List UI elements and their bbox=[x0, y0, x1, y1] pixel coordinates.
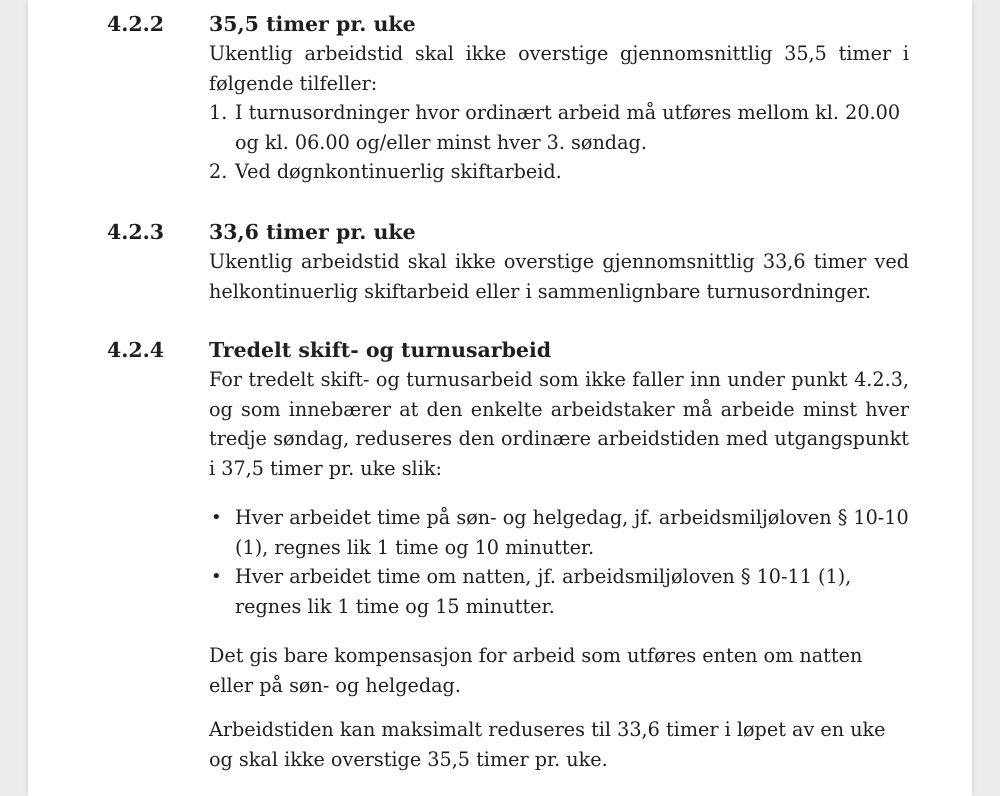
list-item-text: I turnusordninger hvor ordinært arbeid må utføres mellom kl. 20.00 og kl. 06.00 og/eller minst hver 3. søndag. bbox=[235, 101, 901, 154]
list-item bbox=[209, 503, 909, 562]
section-intro: For tredelt skift- og turnusarbeid som ikke faller inn under punkt 4.2.3, og som innebærer at den enkelte arbeidstaker må arbeide minst hver tredje søndag, reduseres den ordinære arbeidstiden med utgangspunkt i 37,5 timer pr. uke slik: bbox=[209, 368, 909, 480]
section-number: 4.2.2 bbox=[107, 12, 165, 36]
document-page bbox=[28, 0, 972, 796]
list-item-text: Ved døgnkontinuerlig skiftarbeid. bbox=[235, 160, 562, 183]
list-marker: 1. bbox=[209, 101, 228, 124]
paragraph: Det gis bare kompensasjon for arbeid som utføres enten om natten eller på søn- og helgedag. bbox=[209, 644, 863, 697]
bullet-icon: • bbox=[211, 507, 222, 528]
numbered-list bbox=[209, 98, 909, 187]
section-intro: Ukentlig arbeidstid skal ikke overstige gjennomsnittlig 35,5 timer i følgende tilfeller: bbox=[209, 42, 909, 95]
paragraph: Arbeidstiden kan maksimalt reduseres til 33,6 timer i løpet av en uke og skal ikke overstige 35,5 timer pr. uke. bbox=[209, 718, 886, 771]
list-item bbox=[209, 562, 909, 621]
section-title: 35,5 timer pr. uke bbox=[209, 12, 416, 36]
section-number: 4.2.3 bbox=[107, 220, 165, 244]
list-item-text: Hver arbeidet time på søn- og helgedag, jf. arbeidsmiljøloven § 10-10 (1), regnes lik 1 time og 10 minutter. bbox=[235, 506, 909, 559]
list-item-text: Hver arbeidet time om natten, jf. arbeidsmiljøloven § 10-11 (1), regnes lik 1 time og 15 minutter. bbox=[235, 565, 852, 618]
list-item bbox=[209, 157, 909, 187]
bullet-list bbox=[209, 503, 909, 621]
list-marker: 2. bbox=[209, 160, 228, 183]
section-intro: Ukentlig arbeidstid skal ikke overstige gjennomsnittlig 33,6 timer ved helkontinuerlig skiftarbeid eller i sammenlignbare turnusordninger. bbox=[209, 250, 909, 303]
section-title: Tredelt skift- og turnusarbeid bbox=[209, 338, 552, 362]
section-number: 4.2.4 bbox=[107, 338, 165, 362]
section-title: 33,6 timer pr. uke bbox=[209, 220, 416, 244]
bullet-icon: • bbox=[211, 566, 222, 587]
list-item bbox=[209, 98, 909, 157]
